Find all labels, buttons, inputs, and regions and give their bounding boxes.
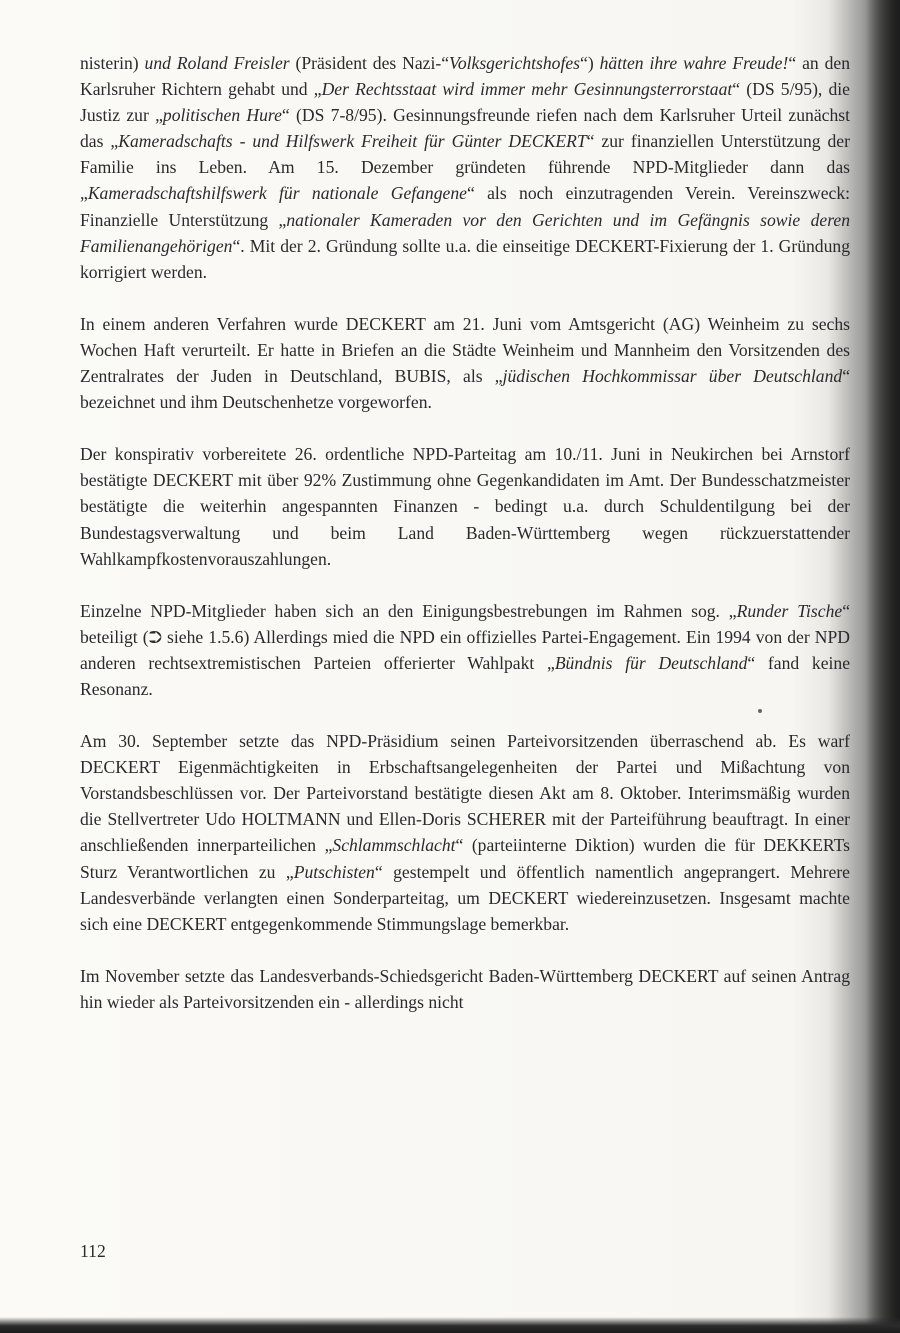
italic-quote: Putschisten <box>293 861 375 882</box>
paragraph <box>80 50 850 285</box>
italic-quote: Kameradschafts - und Hilfswerk Freiheit für Günter DECKERT <box>118 131 587 152</box>
text-run: (Präsident des Nazi-“ <box>289 53 450 73</box>
text-run: “. Mit der 2. Gründung sollte u.a. die einseitige DECKERT-Fixierung der 1. Gründung korrigiert werden. <box>80 235 850 282</box>
text-run: Einzelne NPD-Mitglieder haben sich an den Einigungsbestrebungen im Rahmen sog. „ <box>80 600 737 621</box>
text-run: nisterin) <box>80 53 145 73</box>
italic-quote: Schlammschlacht <box>332 835 456 856</box>
text-run: “ fand keine Resonanz. <box>80 652 851 699</box>
text-run: “ (parteiinterne Diktion) wurden die für DEKKERTs Sturz Verantwortlichen zu „ <box>80 835 850 882</box>
text-run: “ zur finanziellen Unterstützung der Familie ins Leben. Am 15. Dezember gründeten führende NPD-Mitglieder dann das „ <box>80 131 850 204</box>
italic-quote: Volksgerichtshofes <box>449 53 581 73</box>
text-run: In einem anderen Verfahren wurde DECKERT am 21. Juni vom Amtsgericht (AG) Weinheim zu sechs Wochen Haft verurteilt. Er hatte in Briefen an die Städte Weinheim und Mannheim den Vorsitzenden des Zentralrates der Juden in Deutschland, BUBIS, als „ <box>80 313 850 387</box>
paragraph <box>80 963 850 1015</box>
italic-quote: Bündnis für Deutschland <box>554 652 748 673</box>
paragraph <box>80 728 850 937</box>
text-run: “ (DS 5/95), die Justiz zur „ <box>80 79 850 126</box>
book-spine-shadow <box>866 0 900 1333</box>
text-run: “) <box>580 53 600 73</box>
text-run: Am 30. September setzte das NPD-Präsidium seinen Parteivorsitzenden überraschend ab. Es warf DECKERT Eigenmächtigkeiten in Erbschaftsangelegenheiten der Partei und Mißachtung von Vorstandsbeschlüssen vor. Der Parteivorstand bestätigte diesen Akt am 8. Oktober. Interimsmäßig wurden die Stellvertreter Udo HOLTMANN und Ellen-Doris SCHERER mit der Parteiführung beauftragt. In einer anschließenden innerparteilichen „ <box>80 731 850 856</box>
page-bottom-shadow <box>0 1317 900 1333</box>
text-run: “ beteiligt (⮊ siehe 1.5.6) Allerdings mied die NPD ein offizielles Partei-Engagement. Ein 1994 von der NPD anderen rechtsextremistischen Parteien offerierter Wahlpakt „ <box>80 600 850 673</box>
italic-quote: jüdischen Hochkommissar über Deutschland <box>502 366 843 387</box>
italic-quote: hätten ihre wahre Freude! <box>599 53 789 73</box>
italic-quote: Der Rechtsstaat wird immer mehr Gesinnungsterrorstaat <box>321 79 733 100</box>
text-run: “ gestempelt und öffentlich namentlich angeprangert. Mehrere Landesverbände verlangten einen Sonderparteitag, um DECKERT wiedereinzusetzen. Insgesamt machte sich eine DECKERT entgegenkommende Stimmungslage bemerkbar. <box>80 861 850 934</box>
paragraph <box>80 598 850 702</box>
text-run: Der konspirativ vorbereitete 26. ordentliche NPD-Parteitag am 10./11. Juni in Neukirchen bei Arnstorf bestätigte DECKERT mit über 92% Zustimmung ohne Gegenkandidaten im Amt. Der Bundesschatzmeister bestätigte die weiterhin angespannten Finanzen - bedingt u.a. durch Schuldentilgung bei der Bundestagsverwaltung und beim Land Baden-Württemberg wegen rückzuerstattender Wahlkampfkostenvorauszahlungen. <box>80 444 850 569</box>
italic-quote: und Roland Freisler <box>144 53 290 73</box>
page-number: 112 <box>80 1241 106 1261</box>
text-run: “ bezeichnet und ihm Deutschenhetze vorgeworfen. <box>80 366 850 413</box>
italic-quote: Runder Tische <box>736 600 843 621</box>
text-run: Im November setzte das Landesverbands-Schiedsgericht Baden-Württemberg DECKERT auf seinen Antrag hin wieder als Parteivorsitzenden ein - allerdings nicht <box>80 965 850 1012</box>
italic-quote: Kameradschaftshilfswerk für nationale Gefangene <box>87 183 467 204</box>
italic-quote: politischen Hure <box>162 105 282 126</box>
body-text <box>80 50 850 1041</box>
italic-quote: nationaler Kameraden vor den Gerichten und im Gefängnis sowie deren Familienangehörigen <box>80 209 850 256</box>
text-run: “ (DS 7-8/95). Gesinnungsfreunde riefen nach dem Karlsruher Urteil zunächst das „ <box>80 105 850 152</box>
text-run: “ an den Karlsruher Richtern gehabt und „ <box>80 53 851 100</box>
paragraph <box>80 441 850 571</box>
print-speck <box>758 709 762 713</box>
text-run: “ als noch einzutragenden Verein. Vereinszweck: Finanzielle Unterstützung „ <box>80 183 851 230</box>
paragraph <box>80 311 850 415</box>
